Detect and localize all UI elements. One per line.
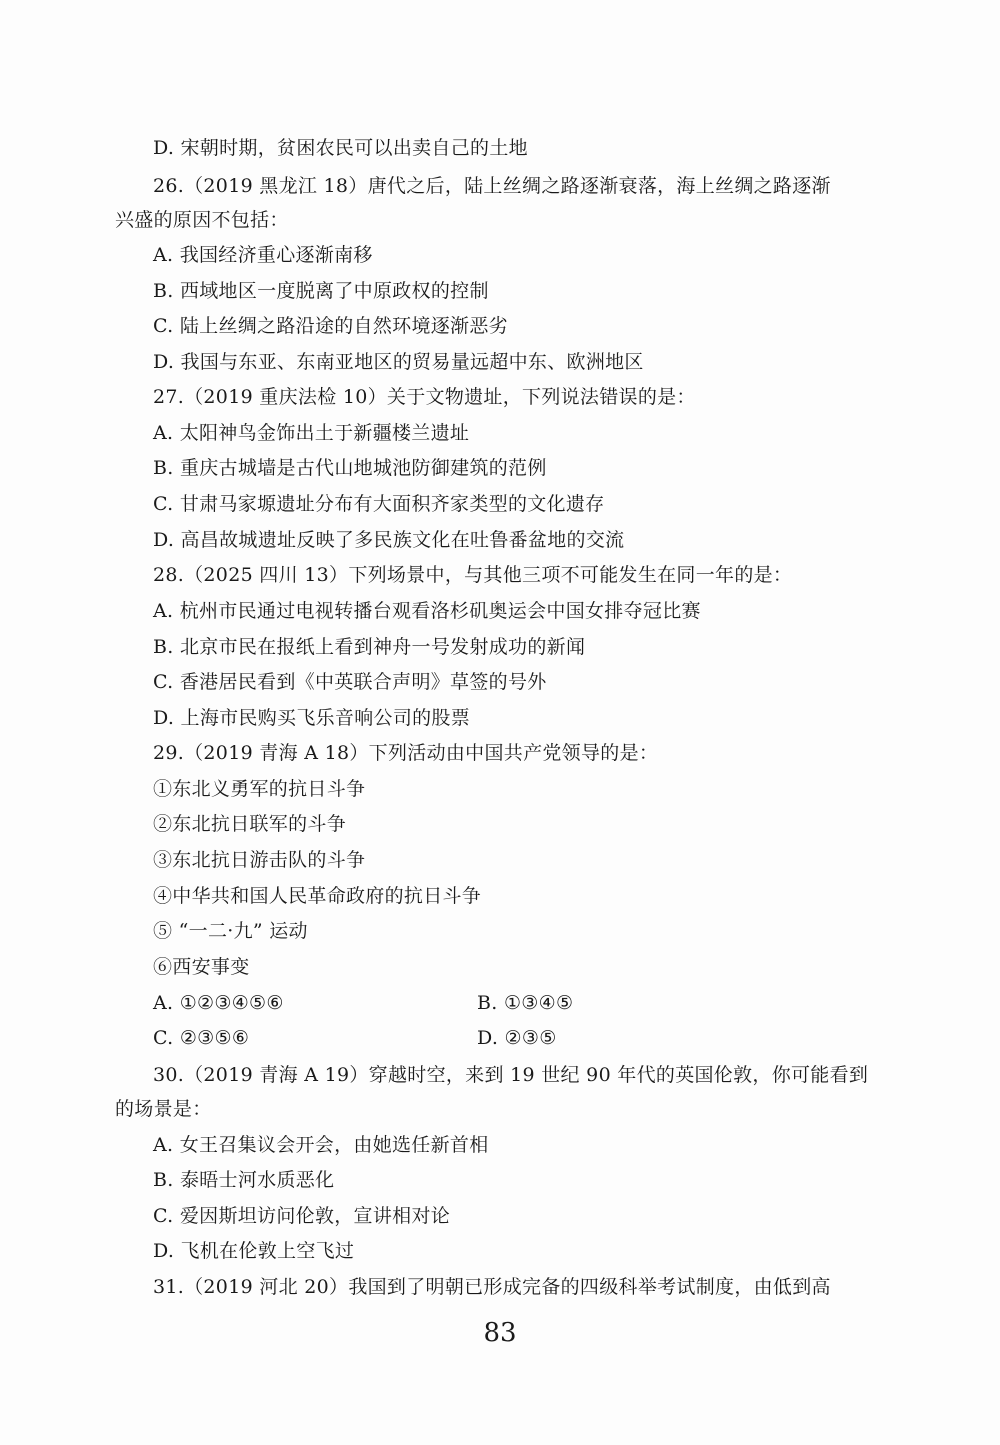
q29-stem: 29.（2019 青海 A 18）下列活动由中国共产党领导的是： bbox=[153, 742, 659, 764]
q30-option-c: C. 爱因斯坦访问伦敦，宣讲相对论 bbox=[153, 1205, 451, 1227]
q30-option-d: D. 飞机在伦敦上空飞过 bbox=[153, 1240, 355, 1262]
q29-option-d: D. ②③⑤ bbox=[477, 1027, 557, 1049]
q28-option-c: C. 香港居民看到《中英联合声明》草签的号外 bbox=[153, 671, 547, 693]
q30-stem-line1: 30.（2019 青海 A 19）穿越时空，来到 19 世纪 90 年代的英国伦敦，你可能看到 bbox=[153, 1064, 869, 1086]
q30-option-a: A. 女王召集议会开会，由她选任新首相 bbox=[153, 1134, 489, 1156]
q29-item-3: ③东北抗日游击队的斗争 bbox=[153, 849, 366, 871]
q28-option-a: A. 杭州市民通过电视转播台观看洛杉矶奥运会中国女排夺冠比赛 bbox=[153, 600, 701, 622]
q29-option-a: A. ①②③④⑤⑥ bbox=[153, 992, 284, 1014]
q26-stem-line1: 26.（2019 黑龙江 18）唐代之后，陆上丝绸之路逐渐衰落，海上丝绸之路逐渐 bbox=[153, 175, 831, 197]
q29-option-c: C. ②③⑤⑥ bbox=[153, 1027, 250, 1049]
q25-option-d: D. 宋朝时期，贫困农民可以出卖自己的土地 bbox=[153, 137, 528, 159]
q29-item-2: ②东北抗日联军的斗争 bbox=[153, 813, 347, 835]
q26-stem-line2: 兴盛的原因不包括： bbox=[115, 209, 289, 231]
q26-option-b: B. 西域地区一度脱离了中原政权的控制 bbox=[153, 280, 489, 302]
q29-item-6: ⑥西安事变 bbox=[153, 956, 250, 978]
q28-option-b: B. 北京市民在报纸上看到神舟一号发射成功的新闻 bbox=[153, 636, 586, 658]
q26-option-c: C. 陆上丝绸之路沿途的自然环境逐渐恶劣 bbox=[153, 315, 508, 337]
q26-option-d: D. 我国与东亚、东南亚地区的贸易量远超中东、欧洲地区 bbox=[153, 351, 644, 373]
q27-option-d: D. 高昌故城遗址反映了多民族文化在吐鲁番盆地的交流 bbox=[153, 529, 625, 551]
q29-item-5: ⑤ “一二·九” 运动 bbox=[153, 920, 308, 942]
q30-stem-line2: 的场景是： bbox=[115, 1098, 212, 1120]
q29-item-4: ④中华共和国人民革命政府的抗日斗争 bbox=[153, 885, 482, 907]
q28-option-d: D. 上海市民购买飞乐音响公司的股票 bbox=[153, 707, 471, 729]
q26-option-a: A. 我国经济重心逐渐南移 bbox=[153, 244, 373, 266]
q29-option-b: B. ①③④⑤ bbox=[477, 992, 574, 1014]
q27-option-c: C. 甘肃马家塬遗址分布有大面积齐家类型的文化遗存 bbox=[153, 493, 605, 515]
q30-option-b: B. 泰晤士河水质恶化 bbox=[153, 1169, 335, 1191]
q27-option-b: B. 重庆古城墙是古代山地城池防御建筑的范例 bbox=[153, 457, 547, 479]
q27-option-a: A. 太阳神鸟金饰出土于新疆楼兰遗址 bbox=[153, 422, 470, 444]
q28-stem: 28.（2025 四川 13）下列场景中，与其他三项不可能发生在同一年的是： bbox=[153, 564, 793, 586]
q27-stem: 27.（2019 重庆法检 10）关于文物遗址，下列说法错误的是： bbox=[153, 386, 696, 408]
page-number: 83 bbox=[483, 1318, 517, 1348]
q29-item-1: ①东北义勇军的抗日斗争 bbox=[153, 778, 366, 800]
q31-stem-line1: 31.（2019 河北 20）我国到了明朝已形成完备的四级科举考试制度，由低到高 bbox=[153, 1276, 831, 1298]
